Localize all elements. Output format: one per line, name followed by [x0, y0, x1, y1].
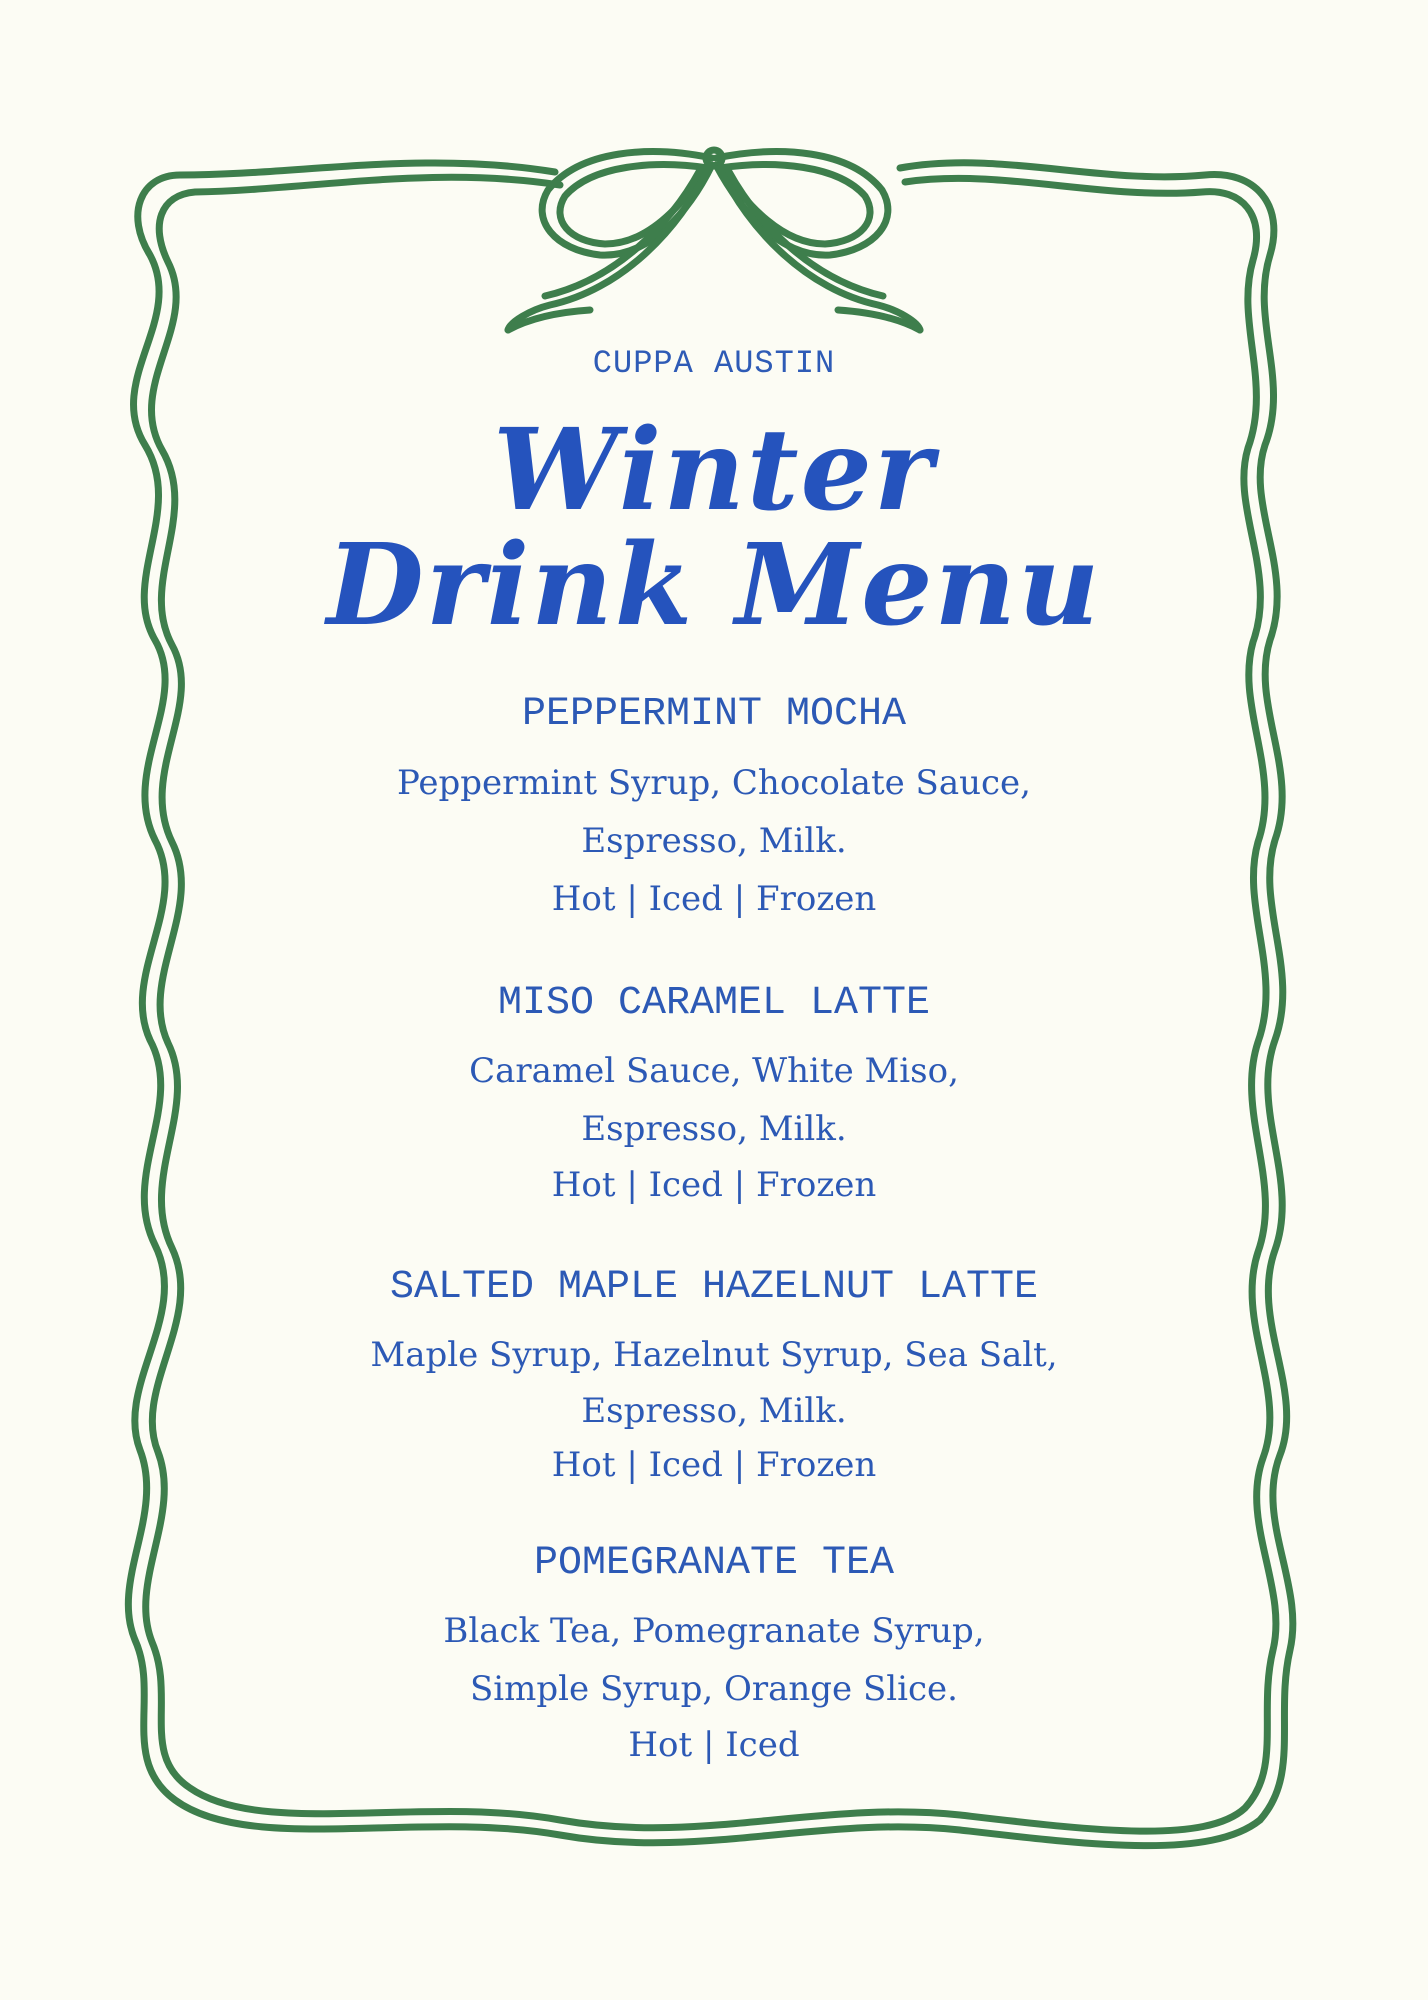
drink-options: Hot | Iced — [628, 1725, 800, 1765]
drink-name: SALTED MAPLE HAZELNUT LATTE — [389, 1265, 1039, 1310]
drink-options: Hot | Iced | Frozen — [551, 1445, 877, 1485]
drink-name: POMEGRANATE TEA — [533, 1541, 895, 1586]
drink-ingredients-line-1: Peppermint Syrup, Chocolate Sauce, — [397, 763, 1031, 803]
drink-options: Hot | Iced | Frozen — [551, 879, 877, 919]
drink-name: MISO CARAMEL LATTE — [497, 981, 931, 1026]
drink-ingredients-line-2: Simple Syrup, Orange Slice. — [469, 1669, 958, 1709]
drink-ingredients-line-2: Espresso, Milk. — [581, 821, 847, 861]
drink-ingredients-line-1: Caramel Sauce, White Miso, — [469, 1051, 959, 1091]
drink-ingredients-line-2: Espresso, Milk. — [581, 1391, 847, 1431]
drink-name: PEPPERMINT MOCHA — [521, 692, 907, 737]
brand-name: CUPPA AUSTIN — [592, 345, 836, 382]
menu-title-line-1: Winter — [493, 405, 935, 536]
menu-title-line-2: Drink Menu — [326, 520, 1102, 651]
drink-ingredients-line-1: Black Tea, Pomegranate Syrup, — [443, 1611, 985, 1651]
drink-options: Hot | Iced | Frozen — [551, 1165, 877, 1205]
drink-ingredients-line-2: Espresso, Milk. — [581, 1109, 847, 1149]
drink-ingredients-line-1: Maple Syrup, Hazelnut Syrup, Sea Salt, — [370, 1335, 1058, 1375]
